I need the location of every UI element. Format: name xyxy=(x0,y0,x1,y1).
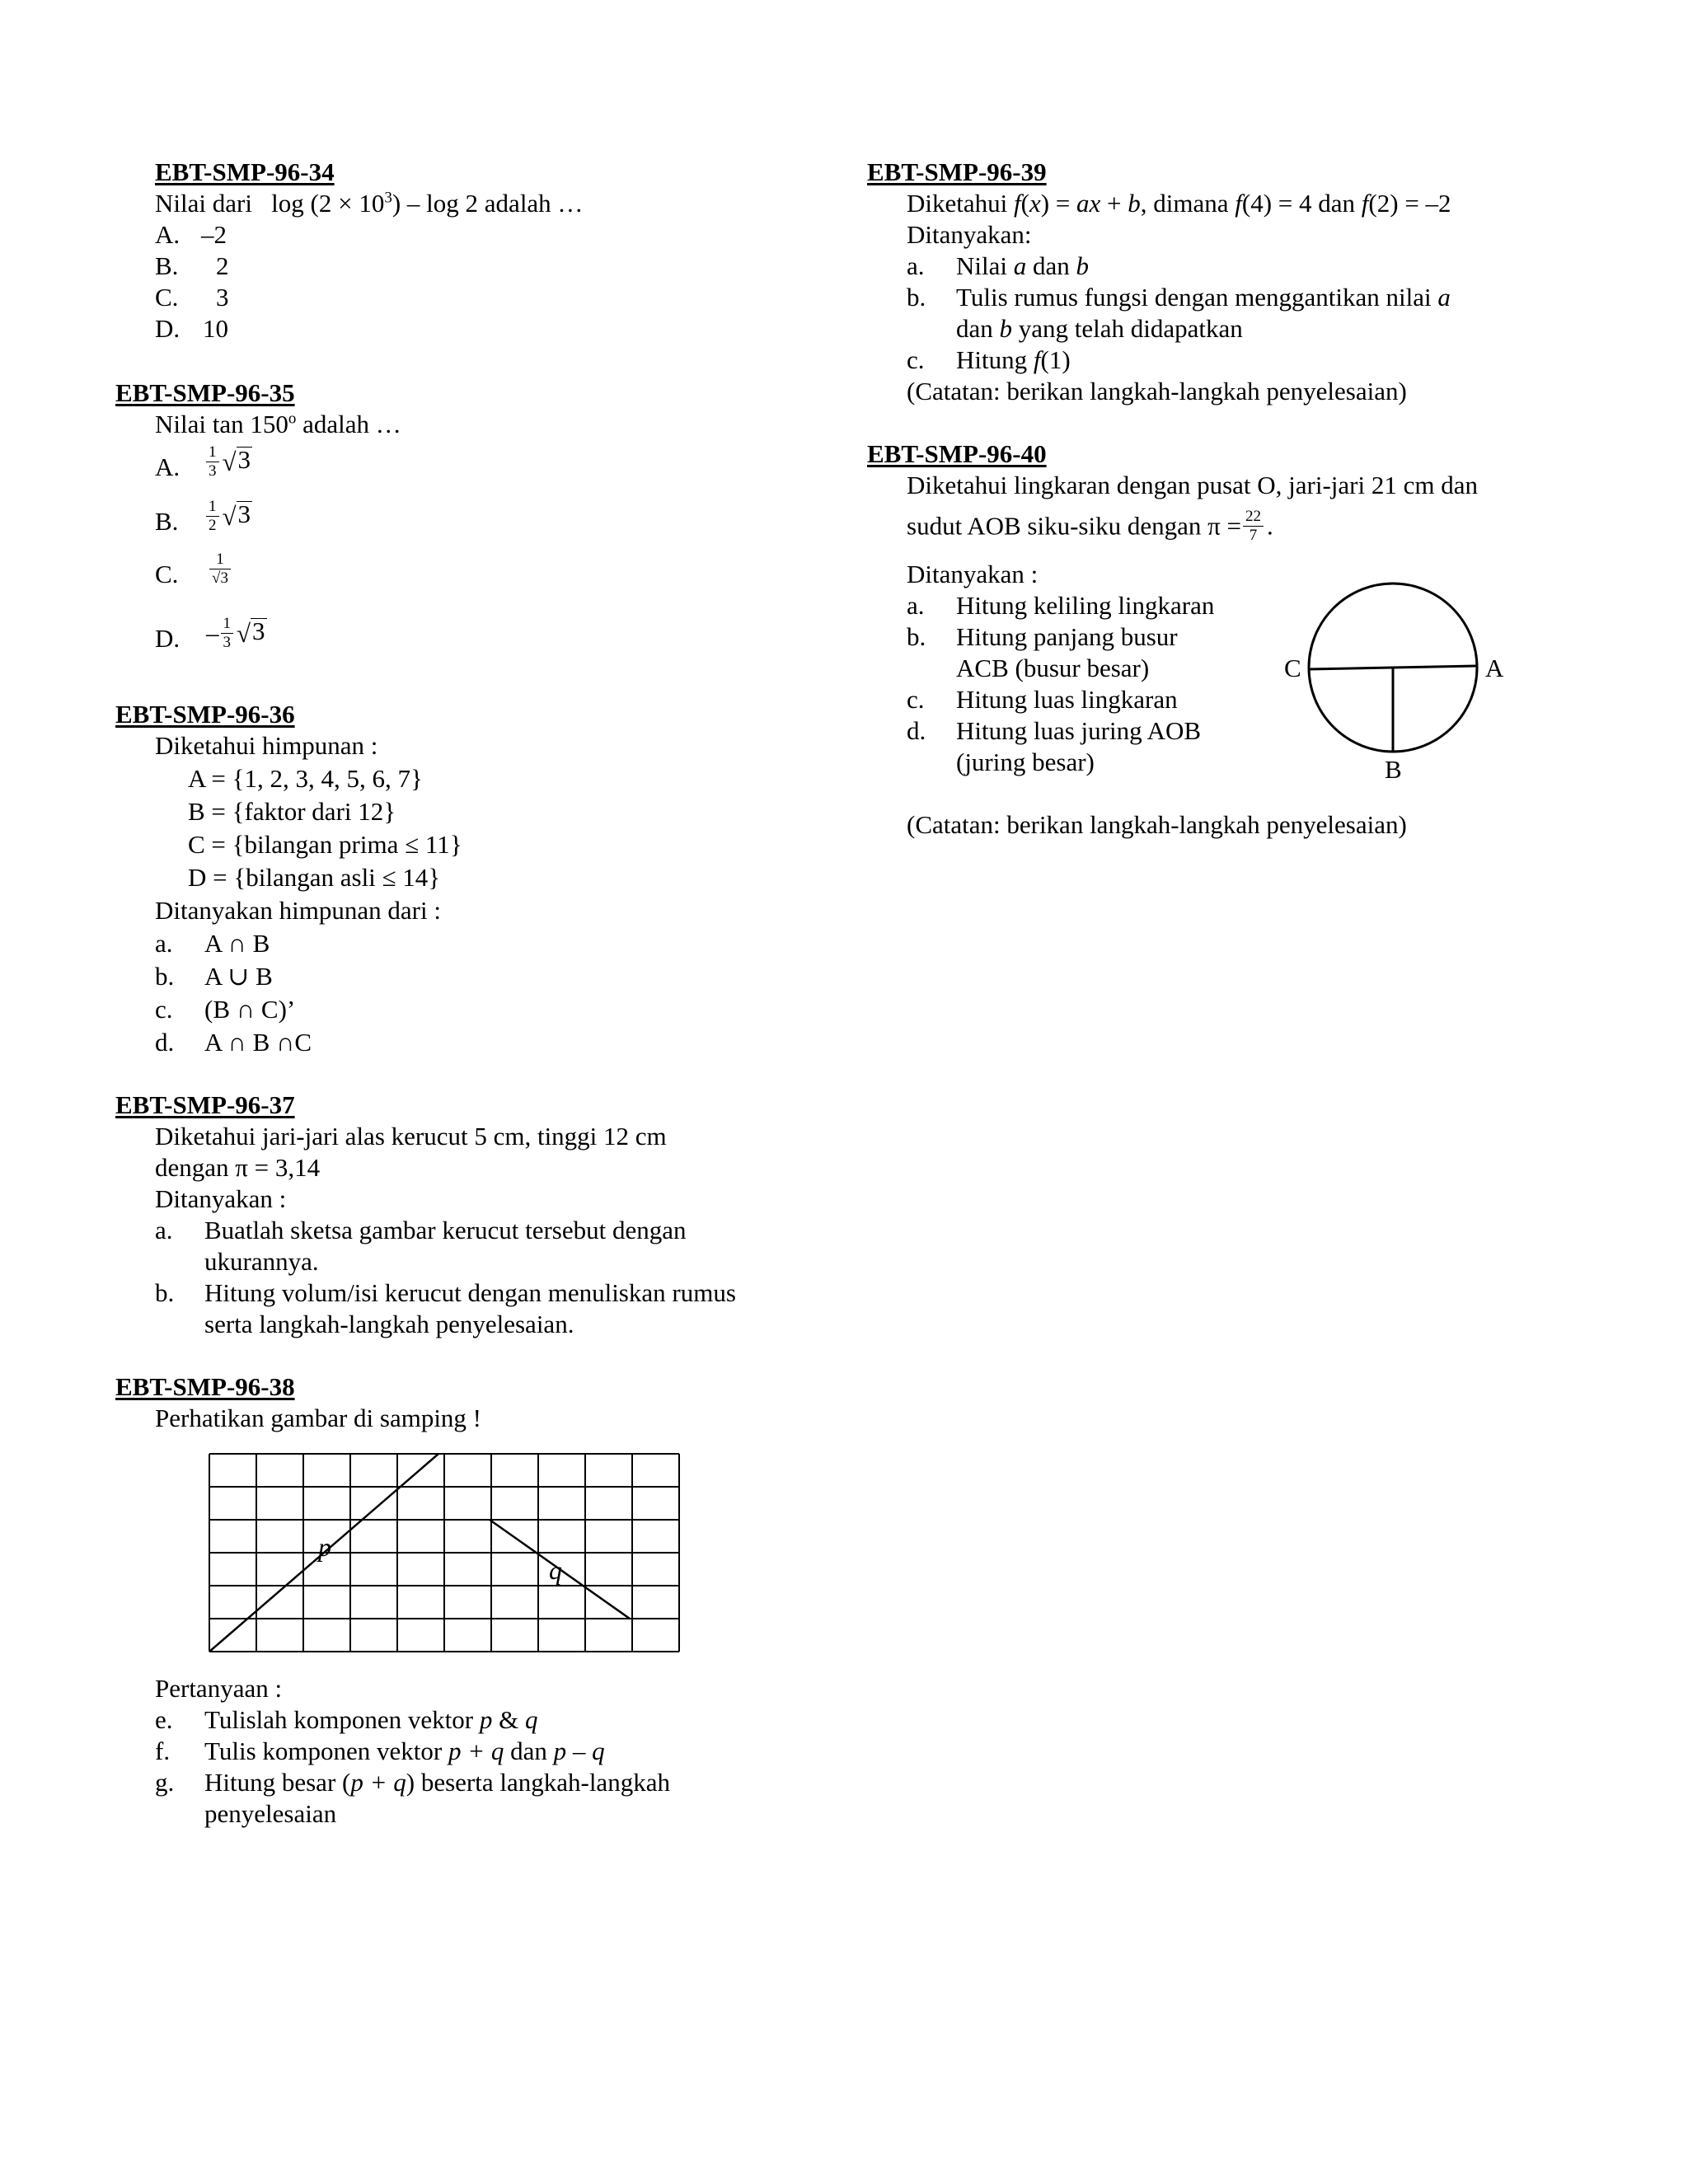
item-letter: b. xyxy=(155,962,175,991)
fraction xyxy=(209,551,231,588)
minus-sign: – xyxy=(206,618,219,648)
item-letter: a. xyxy=(907,251,925,280)
option-letter: D. xyxy=(155,314,181,343)
radicand: 3 xyxy=(252,616,265,645)
text-part: Hitung xyxy=(956,345,1034,374)
option-letter: C. xyxy=(155,283,179,312)
item-b-text-line2 xyxy=(956,313,1243,344)
text-part: sudut AOB siku-siku dengan π = xyxy=(907,511,1241,541)
item-text: Hitung panjang busur xyxy=(956,622,1178,651)
sqrt-symbol: √ xyxy=(212,569,221,587)
radicand: 3 xyxy=(237,444,251,474)
denominator: 2 xyxy=(209,517,217,534)
denominator xyxy=(209,569,231,588)
text-part: yang telah didapatkan xyxy=(1012,314,1243,343)
option-text: 2 xyxy=(216,251,229,280)
set-c: C = {bilangan prima ≤ 11} xyxy=(188,830,462,859)
text-part: (1) xyxy=(1040,345,1071,374)
fraction xyxy=(206,498,219,535)
item-letter: b. xyxy=(907,283,926,312)
question-40-line1: Diketahui lingkaran dengan pusat O, jari-jari 21 cm dan xyxy=(907,471,1478,499)
item-f-text xyxy=(204,1736,605,1767)
item-letter: g. xyxy=(155,1768,175,1797)
option-text: –2 xyxy=(201,220,227,249)
text-part: Tulislah komponen vektor xyxy=(204,1705,480,1734)
item-letter: a. xyxy=(155,929,173,958)
item-letter: f. xyxy=(155,1736,171,1765)
denominator: 3 xyxy=(209,462,217,480)
text-part: ) beserta langkah-langkah xyxy=(406,1768,670,1797)
math-var: b xyxy=(999,314,1013,343)
text-part: dan xyxy=(1026,251,1076,280)
numerator: 1 xyxy=(221,615,234,634)
stem-part: Nilai dari log (2 × 10 xyxy=(155,189,385,218)
grid-lines xyxy=(209,1454,679,1652)
item-text: serta langkah-langkah penyelesaian. xyxy=(204,1310,574,1338)
set-b: B = {faktor dari 12} xyxy=(188,797,396,826)
item-a-text xyxy=(956,251,1089,282)
text-part: Hitung besar ( xyxy=(204,1768,351,1797)
item-g-text-line2: penyelesaian xyxy=(204,1799,337,1828)
question-38-header: EBT-SMP-96-38 xyxy=(115,1372,295,1401)
option-d-value xyxy=(206,615,267,652)
item-letter: c. xyxy=(155,995,173,1024)
question-36-header: EBT-SMP-96-36 xyxy=(115,700,295,729)
question-34-stem xyxy=(155,188,583,219)
question-38-ask: Pertanyaan : xyxy=(155,1674,283,1703)
vector-p-label: p xyxy=(318,1532,331,1562)
question-37-line1: Diketahui jari-jari alas kerucut 5 cm, tinggi 12 cm xyxy=(155,1122,667,1151)
math-var: a xyxy=(1013,251,1027,280)
question-37-header: EBT-SMP-96-37 xyxy=(115,1090,295,1119)
question-35-header: EBT-SMP-96-35 xyxy=(115,378,295,407)
stem-part: Nilai tan 150 xyxy=(155,410,288,438)
question-38-intro: Perhatikan gambar di samping ! xyxy=(155,1404,482,1432)
question-34-header: EBT-SMP-96-34 xyxy=(155,157,335,186)
question-37-ask: Ditanyakan : xyxy=(155,1184,287,1213)
denominator: 7 xyxy=(1249,527,1258,544)
math-var: p xyxy=(479,1705,493,1734)
item-letter: d. xyxy=(907,716,926,745)
question-36-intro: Diketahui himpunan : xyxy=(155,731,378,760)
item-text: ukurannya. xyxy=(204,1247,319,1276)
fraction xyxy=(206,443,219,480)
sqrt-symbol: √ xyxy=(222,501,237,531)
stem-part: adalah … xyxy=(296,410,401,438)
exponent: 3 xyxy=(384,189,392,207)
item-c-text xyxy=(956,344,1071,376)
item-g-text xyxy=(204,1767,670,1798)
label-c: C xyxy=(1284,654,1301,682)
numerator: 1 xyxy=(209,551,231,569)
text-part: Nilai xyxy=(956,251,1014,280)
question-40-ask: Ditanyakan : xyxy=(907,560,1039,588)
radicand: 3 xyxy=(220,569,228,587)
item-letter: c. xyxy=(907,685,925,714)
item-text: A ∪ B xyxy=(204,962,273,991)
set-a: A = {1, 2, 3, 4, 5, 6, 7} xyxy=(188,764,423,793)
item-text: ACB (busur besar) xyxy=(956,654,1150,682)
math-var: q xyxy=(524,1705,538,1734)
question-39-note: (Catatan: berikan langkah-langkah penyelesaian) xyxy=(907,377,1407,405)
option-letter: D. xyxy=(155,624,181,653)
vector-q-label: q xyxy=(549,1555,562,1585)
option-a-value xyxy=(204,443,252,480)
text-part: & xyxy=(492,1705,525,1734)
math-expr: p + q xyxy=(350,1768,406,1797)
pi-fraction xyxy=(1243,508,1264,545)
question-39-stem: Diketahui f(x) = ax + b, dimana f(4) = 4 dan f(2) = –2 xyxy=(907,189,1451,218)
item-letter: c. xyxy=(907,345,925,374)
numerator: 1 xyxy=(206,443,219,462)
item-text: Hitung volum/isi kerucut dengan menuliskan rumus xyxy=(204,1278,736,1307)
fraction xyxy=(221,615,234,652)
degree-symbol: o xyxy=(288,410,297,428)
option-letter: B. xyxy=(155,251,179,280)
math-var: a xyxy=(1437,283,1451,312)
option-letter: B. xyxy=(155,507,179,536)
item-text: (B ∩ C)’ xyxy=(204,995,296,1024)
question-40-header: EBT-SMP-96-40 xyxy=(867,439,1047,468)
item-text: (juring besar) xyxy=(956,748,1095,776)
math-var: b xyxy=(1076,251,1090,280)
sqrt-symbol: √ xyxy=(222,447,237,476)
circle-figure xyxy=(1269,569,1517,783)
item-letter: e. xyxy=(155,1705,173,1734)
item-text: Hitung keliling lingkaran xyxy=(956,591,1215,620)
option-c-value xyxy=(208,551,234,588)
label-b: B xyxy=(1385,755,1402,783)
option-text: 10 xyxy=(203,314,228,343)
item-letter: d. xyxy=(155,1028,175,1057)
item-e-text xyxy=(204,1704,537,1736)
question-40-note: (Catatan: berikan langkah-langkah penyelesaian) xyxy=(907,810,1407,839)
math-var: f xyxy=(1033,345,1041,374)
item-text: Buatlah sketsa gambar kerucut tersebut dengan xyxy=(204,1216,687,1244)
stem-part: ) – log 2 adalah … xyxy=(392,189,584,218)
item-text: A ∩ B xyxy=(204,929,270,958)
radicand: 3 xyxy=(237,499,251,528)
denominator: 3 xyxy=(223,634,231,651)
text-part: dan xyxy=(504,1736,554,1765)
label-a: A xyxy=(1485,654,1504,682)
numerator: 22 xyxy=(1243,508,1264,527)
text-part: dan xyxy=(956,314,1000,343)
item-letter: b. xyxy=(907,622,926,651)
item-letter: b. xyxy=(155,1278,175,1307)
math-expr: p + q xyxy=(448,1736,504,1765)
option-b-value xyxy=(204,498,252,535)
question-35-stem xyxy=(155,409,401,440)
text-part: Tulis komponen vektor xyxy=(204,1736,448,1765)
item-text: A ∩ B ∩C xyxy=(204,1028,312,1057)
item-letter: a. xyxy=(155,1216,173,1244)
math-expr: p – q xyxy=(553,1736,605,1765)
question-39-header: EBT-SMP-96-39 xyxy=(867,157,1047,186)
text-part: . xyxy=(1267,511,1273,541)
vector-grid-figure xyxy=(206,1451,684,1657)
option-text: 3 xyxy=(216,283,229,312)
question-36-ask: Ditanyakan himpunan dari : xyxy=(155,896,441,925)
text-part: Tulis rumus fungsi dengan menggantikan nilai xyxy=(956,283,1438,312)
option-letter: A. xyxy=(155,220,181,249)
option-letter: A. xyxy=(155,452,181,481)
item-b-text xyxy=(956,282,1451,313)
item-letter: a. xyxy=(907,591,925,620)
option-letter: C. xyxy=(155,560,179,588)
numerator: 1 xyxy=(206,498,219,517)
item-text: Hitung luas juring AOB xyxy=(956,716,1202,745)
set-d: D = {bilangan asli ≤ 14} xyxy=(188,863,441,892)
question-40-line2 xyxy=(907,508,1273,545)
sqrt-symbol: √ xyxy=(237,618,251,648)
question-39-ask: Ditanyakan: xyxy=(907,220,1032,249)
question-37-line2: dengan π = 3,14 xyxy=(155,1153,321,1182)
item-text: Hitung luas lingkaran xyxy=(956,685,1178,714)
